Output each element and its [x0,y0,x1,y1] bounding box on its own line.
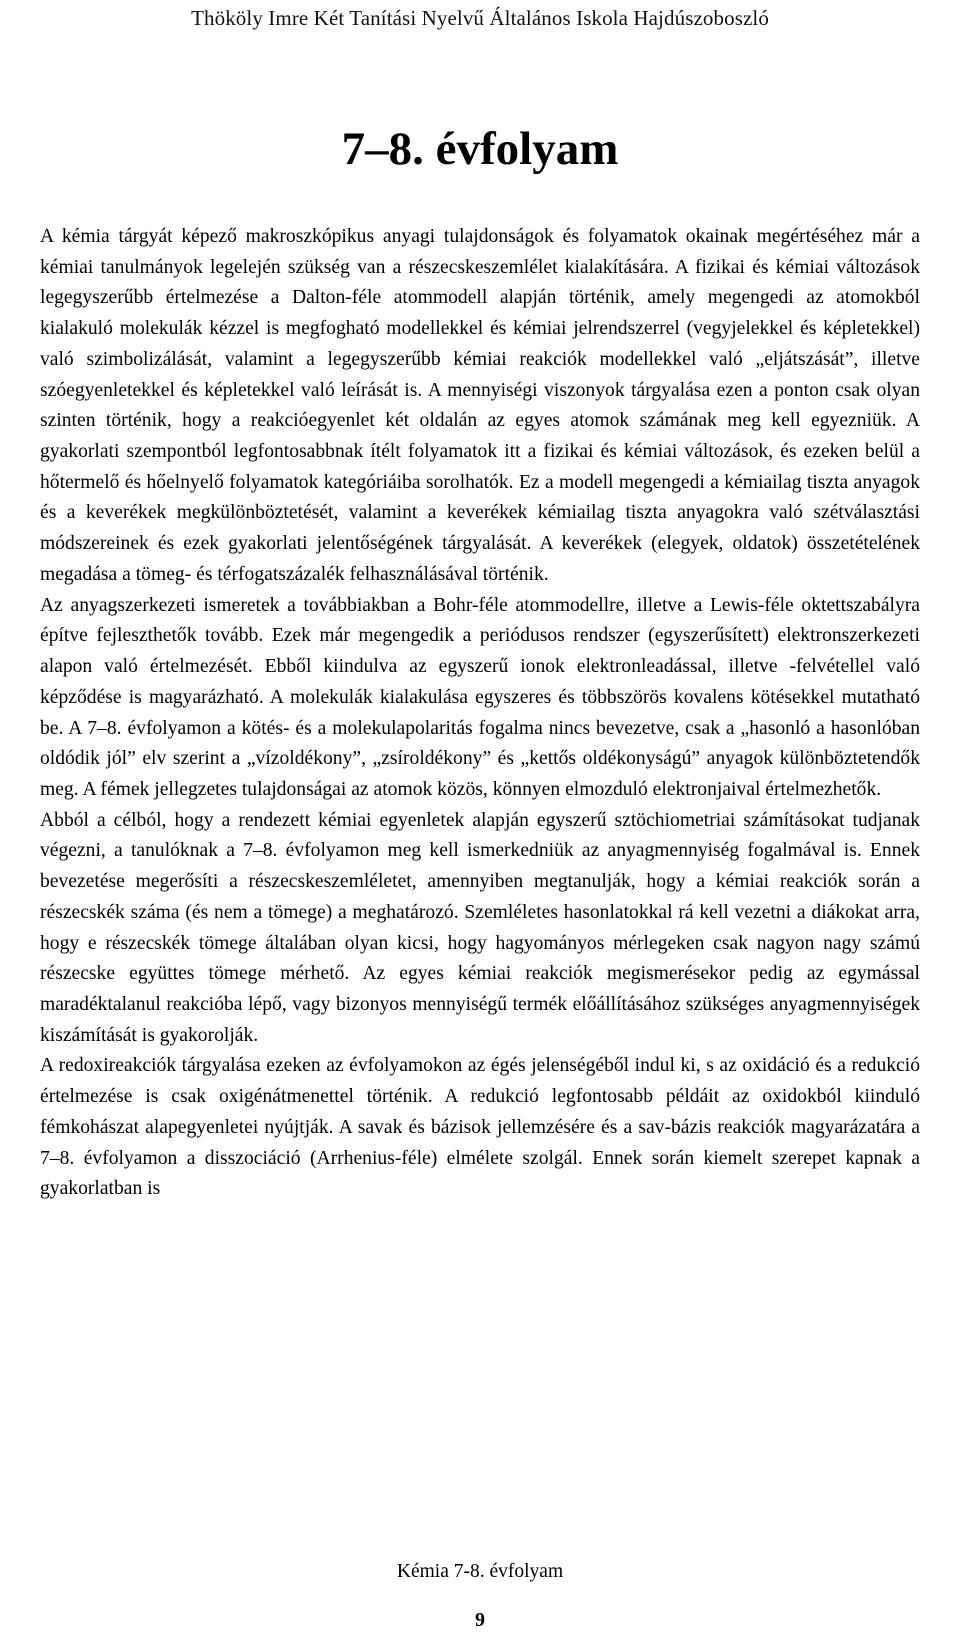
body-text [40,222,920,1205]
paragraph-3: Abból a célból, hogy a rendezett kémiai egyenletek alapján egyszerű sztöchiometriai számításokat tudjanak végezni, a tanulóknak a 7–8. évfolyamon meg kell ismerkedniük az anyagmennyiség fogalmával is. Ennek bevezetése megerősíti a részecskeszemléletet, amennyiben megtanulják, hogy a kémiai reakciók során a részecskék száma (és nem a tömege) a meghatározó. Szemléletes hasonlatokkal rá kell vezetni a diákokat arra, hogy e részecskék tömege általában olyan kicsi, hogy hagyományos mérlegeken csak nagyon nagy számú részecske együttes tömege mérhető. Az egyes kémiai reakciók megismerésekor pedig az egymással maradéktalanul reakcióba lépő, vagy bizonyos mennyiségű termék előállításához szükséges anyagmennyiségek kiszámítását is gyakorolják. [40,809,920,1046]
page-number: 9 [475,1609,485,1631]
paragraph-2: Az anyagszerkezeti ismeretek a továbbiakban a Bohr-féle atommodellre, illetve a Lewis-féle oktettszabályra építve fejleszthetők tovább. Ezek már megengedik a periódusos rendszer (egyszerűsített) elektronszerkezeti alapon való értelmezését. Ebből kiindulva az egyszerű ionok elektronleadással, illetve -felvétellel való képződése is magyarázható. A molekulák kialakulása egyszeres és többszörös kovalens kötésekkel mutatható be. A 7–8. évfolyamon a kötés- és a molekulapolaritás fogalma nincs bevezetve, csak a „hasonló a hasonlóban oldódik jól” elv szerint a „vízoldékony”, „zsíroldékony” és „kettős oldékonyságú” anyagok különböztetendők meg. A fémek jellegzetes tulajdonságai az atomok közös, könnyen elmozduló elektronjaival értelmezhetők. [40,594,920,800]
running-header-school-name: Thököly Imre Két Tanítási Nyelvű Általános Iskola Hajdúszoboszló [191,6,769,30]
footer-document-title: Kémia 7-8. évfolyam [396,1561,564,1582]
paragraph-1: A kémia tárgyát képező makroszkópikus anyagi tulajdonságok és folyamatok okainak megértéséhez már a kémiai tanulmányok legelején szükség van a részecskeszemlélet kialakítására. A fizikai és kémiai változások legegyszerűbb értelmezése a Dalton-féle atommodell alapján történik, amely megengedi az atomokból kialakuló molekulák kézzel is megfogható modellekkel és kémiai jelrendszerrel (vegyjelekkel és képletekkel) való szimbolizálását, valamint a legegyszerűbb kémiai reakciók modellekkel való „eljátszását”, illetve szóegyenletekkel és képletekkel való leírását is. A mennyiségi viszonyok tárgyalása ezen a ponton csak olyan szinten történik, hogy a reakcióegyenlet két oldalán az egyes atomok számának meg kell egyezniük. A gyakorlati szempontból legfontosabbnak ítélt folyamatok itt a fizikai és kémiai változások, és ezeken belül a hőtermelő és hőelnyelő folyamatok kategóriáiba sorolhatók. Ez a modell megengedi a kémiailag tiszta anyagok és a keverékek megkülönböztetését, valamint a keverékek kémiailag tiszta anyagokra való szétválasztási módszereinek és ezek gyakorlati jelentőségének tárgyalását. A keverékek (elegyek, oldatok) összetételének megadása a tömeg- és térfogatszázalék felhasználásával történik. [40,226,920,585]
paragraph-4: A redoxireakciók tárgyalása ezeken az évfolyamokon az égés jelenségéből indul ki, s az oxidáció és a redukció értelmezése is csak oxigénátmenettel történik. A redukció legfontosabb példáit az oxidokból kiinduló fémkohászat alapegyenletei nyújtják. A savak és bázisok jellemzésére és a sav-bázis reakciók magyarázatára a 7–8. évfolyamon a disszociáció (Arrhenius-féle) elmélete szolgál. Ennek során kiemelt szerepet kapnak a gyakorlatban is [40,1055,920,1200]
section-title: 7–8. évfolyam [341,123,619,175]
